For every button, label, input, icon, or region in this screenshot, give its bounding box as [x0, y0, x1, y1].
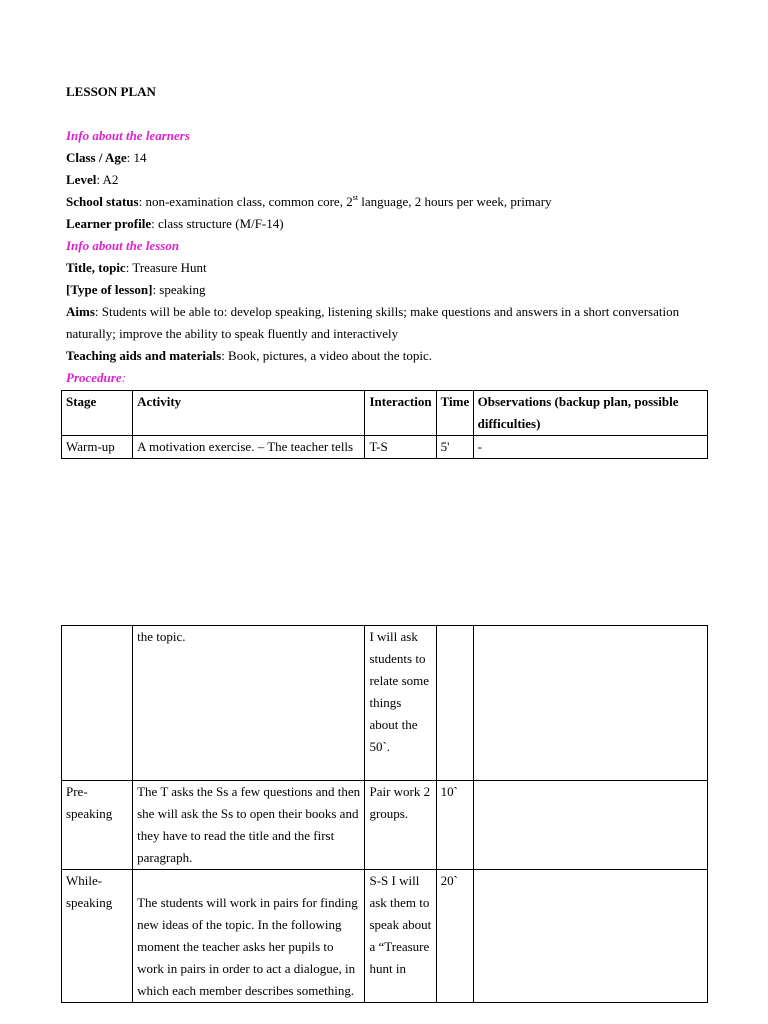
- cell-stage: Pre-speaking: [62, 781, 133, 870]
- procedure-table-top: [61, 390, 708, 459]
- table-header-row: [62, 391, 708, 436]
- learner-profile-value: : class structure (M/F-14): [151, 216, 284, 231]
- cell-time: [436, 626, 473, 781]
- school-status-sup: st: [352, 193, 359, 202]
- learner-profile-line: [66, 213, 711, 235]
- cell-time: 10`: [436, 781, 473, 870]
- cell-stage: While-speaking: [62, 870, 133, 1003]
- cell-activity: [133, 870, 365, 1003]
- title-topic-line: [66, 257, 711, 279]
- school-status-value-b: language, 2 hours per week, primary: [358, 194, 552, 209]
- lesson-heading: Info about the lesson: [66, 238, 180, 253]
- header-stage: Stage: [62, 391, 133, 436]
- procedure-colon: :: [121, 370, 126, 385]
- school-status-value-a: : non-examination class, common core, 2: [138, 194, 353, 209]
- type-of-lesson-label: [Type of lesson]: [66, 282, 153, 297]
- teaching-aids-value: : Book, pictures, a video about the topic.: [221, 348, 433, 363]
- type-of-lesson-value: : speaking: [152, 282, 206, 297]
- table-row: [62, 781, 708, 870]
- cell-activity-text: The students will work in pairs for finding new ideas of the topic. In the following moment the teacher asks her pupils to work in pairs in order to act a dialogue, in which each member describes something.: [137, 895, 358, 998]
- cell-time: 5': [436, 436, 473, 459]
- cell-observations: [473, 781, 707, 870]
- type-of-lesson-line: [66, 279, 711, 301]
- cell-interaction: Pair work 2 groups.: [365, 781, 436, 870]
- cell-time: 20`: [436, 870, 473, 1003]
- school-status-line: [66, 191, 711, 213]
- cell-activity: The T asks the Ss a few questions and then she will ask the Ss to open their books and they have to read the title and the first paragraph.: [133, 781, 365, 870]
- level-value: : A2: [96, 172, 119, 187]
- cell-interaction: T-S: [365, 436, 436, 459]
- class-age-label: Class / Age: [66, 150, 127, 165]
- school-status-label: School status: [66, 194, 139, 209]
- header-activity: Activity: [133, 391, 365, 436]
- table-row: [62, 436, 708, 459]
- class-age-line: [66, 147, 711, 169]
- procedure-heading: [66, 367, 711, 389]
- aims-line: [66, 301, 711, 345]
- table-row: [62, 870, 708, 1003]
- cell-observations: -: [473, 436, 707, 459]
- procedure-heading-text: Procedure: [66, 370, 122, 385]
- teaching-aids-line: [66, 345, 711, 367]
- procedure-table-continued: [61, 625, 708, 1003]
- class-age-value: : 14: [126, 150, 147, 165]
- title-topic-label: Title, topic: [66, 260, 126, 275]
- aims-value: : Students will be able to: develop speaking, listening skills; make questions and answers in a short conversation naturally; improve the ability to speak fluently and interactively: [66, 304, 680, 341]
- page-title: LESSON PLAN: [66, 84, 156, 99]
- header-observations: Observations (backup plan, possible difficulties): [473, 391, 707, 436]
- lesson-plan-page: [66, 81, 711, 389]
- cell-observations: [473, 870, 707, 1003]
- level-label: Level: [66, 172, 97, 187]
- cell-activity: the topic.: [133, 626, 365, 781]
- aims-label: Aims: [66, 304, 95, 319]
- cell-stage: [62, 626, 133, 781]
- header-time: Time: [436, 391, 473, 436]
- title-topic-value: : Treasure Hunt: [125, 260, 207, 275]
- table-row: [62, 626, 708, 781]
- learner-profile-label: Learner profile: [66, 216, 152, 231]
- cell-stage: Warm-up: [62, 436, 133, 459]
- cell-interaction: I will ask students to relate some things about the 50`.: [365, 626, 436, 781]
- cell-activity: A motivation exercise. – The teacher tells: [133, 436, 365, 459]
- cell-interaction: S-S I will ask them to speak about a “Treasure hunt in: [365, 870, 436, 1003]
- teaching-aids-label: Teaching aids and materials: [66, 348, 222, 363]
- cell-observations: [473, 626, 707, 781]
- level-line: [66, 169, 711, 191]
- header-interaction: Interaction: [365, 391, 436, 436]
- learners-heading: Info about the learners: [66, 128, 190, 143]
